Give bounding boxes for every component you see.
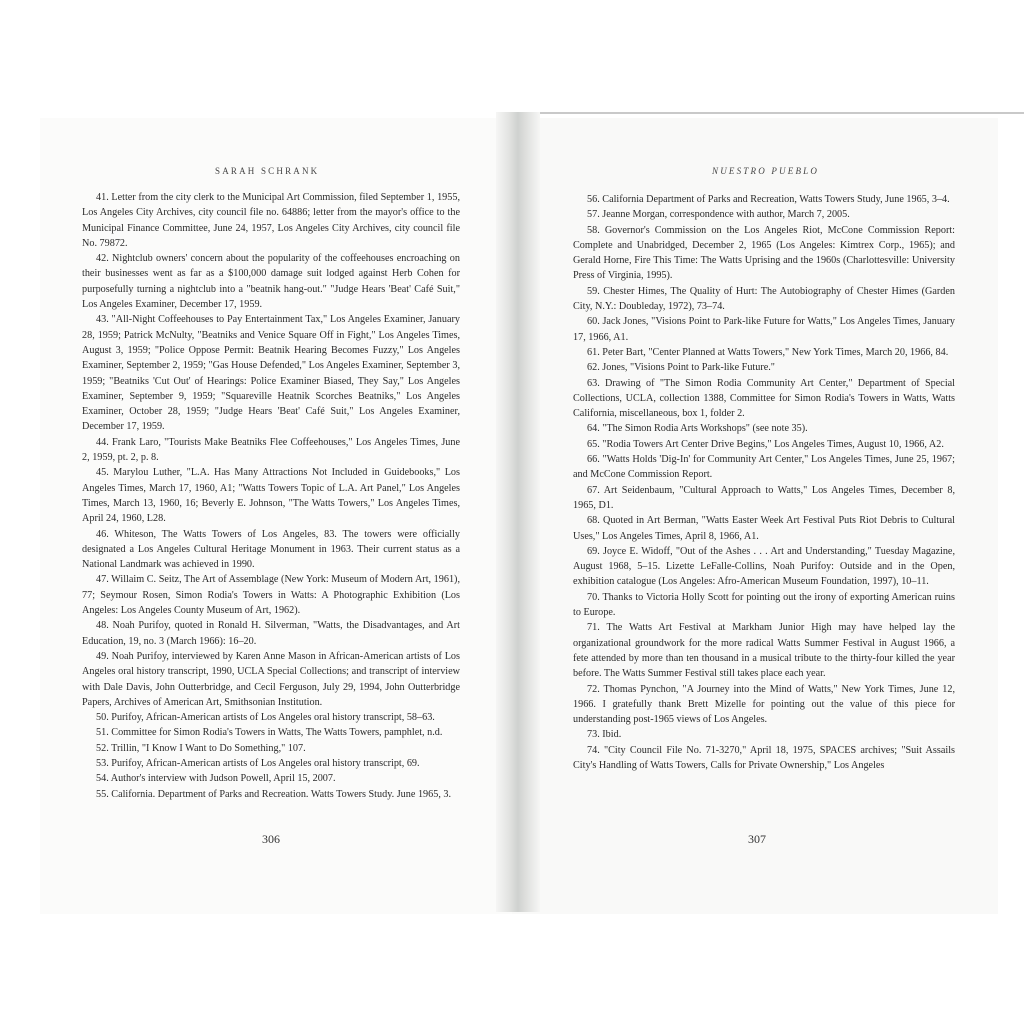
note-70: 70. Thanks to Victoria Holly Scott for pointing out the irony of exporting American ruins to Europe. — [573, 591, 955, 619]
note-73: 73. Ibid. — [587, 729, 622, 741]
note-55: 55. California. Department of Parks and Recreation. Watts Towers Study. June 1965, 3. — [96, 788, 452, 800]
left-running-head: SARAH SCHRANK — [215, 166, 320, 176]
page-edge-line — [540, 112, 1024, 114]
note-69: 69. Joyce E. Widoff, "Out of the Ashes . . . Art and Understanding," Tuesday Magazine, August 1968, 5–15. Lizette LeFalle-Collins, Noah Purifoy: Outside and in the Open, exhibition catalogue (Los Angeles: Afro-American Museum Foundation, 1997), 10–11. — [573, 545, 955, 588]
note-74: 74. "City Council File No. 71-3270," April 18, 1975, SPACES archives; "Suit Assails City's Handling of Watts Towers, Calls for Private Ownership," Los Angeles — [573, 744, 955, 771]
book-gutter — [496, 112, 540, 912]
note-41: 41. Letter from the city clerk to the Municipal Art Commission, filed September 1, 1955, Los Angeles City Archives, city council file no. 64886; letter from the mayor's office to the Municipal Finance Committee, June 24, 1957, Los Angeles City Archives, city council file No. 79872. — [82, 192, 460, 249]
note-58: 58. Governor's Commission on the Los Angeles Riot, McCone Commission Report: Complete and Unabridged, December 2, 1965 (Los Angeles: Kimtrex Corp., 1965); and Gerald Horne, Fire This Time: The Watts Uprising and the 1960s (Charlottesville: University Press of Virginia, 1995). — [573, 224, 955, 282]
note-51: 51. Committee for Simon Rodia's Towers in Watts, The Watts Towers, pamphlet, n.d. — [96, 727, 443, 739]
note-66: 66. "Watts Holds 'Dig-In' for Community Art Center," Los Angeles Times, June 25, 1967; and McCone Commission Report. — [573, 454, 955, 481]
left-notes — [82, 190, 460, 802]
note-56: 56. California Department of Parks and Recreation, Watts Towers Study, June 1965, 3–4. — [587, 194, 950, 205]
note-48: 48. Noah Purifoy, quoted in Ronald H. Silverman, "Watts, the Disadvantages, and Art Education, 19, no. 3 (March 1966): 16–20. — [82, 620, 460, 647]
note-53: 53. Purifoy, African-American artists of Los Angeles oral history transcript, 69. — [96, 757, 420, 769]
note-68: 68. Quoted in Art Berman, "Watts Easter Week Art Festival Puts Riot Debris to Cultural Uses," Los Angeles Times, April 8, 1966, A1. — [573, 515, 955, 542]
note-47: 47. Willaim C. Seitz, The Art of Assemblage (New York: Museum of Modern Art, 1961), 77; Seymour Rosen, Simon Rodia's Towers in Watts: A Photographic Exhibition (Los Angeles: Los Angeles County Museum of Art, 1962). — [82, 574, 460, 617]
note-61: 61. Peter Bart, "Center Planned at Watts Towers," New York Times, March 20, 1966, 84. — [587, 346, 949, 358]
note-54: 54. Author's interview with Judson Powell, April 15, 2007. — [96, 773, 336, 785]
note-43: 43. "All-Night Coffeehouses to Pay Entertainment Tax," Los Angeles Examiner, January 28, 1959; Patrick McNulty, "Beatniks and Venice Square Off in Fight," Los Angeles Times, August 3, 1959; "Police Oppose Permit: Beatnik Hearing Becomes Fuzzy," Los Angeles Examiner, September 2, 1959; "Gas House Defended," Los Angeles Examiner, September 3, 1959; "Beatniks 'Cut Out' of Hearings: Police Examiner Biased, They Say," Los Angeles Examiner, September 9, 1959; "Squareville Heatnik Scorches Beatniks," Los Angeles Examiner, October 28, 1959; "Judge Hears 'Beat' Café Suit," Los Angeles Examiner, December 17, 1959. — [82, 314, 460, 433]
note-67: 67. Art Seidenbaum, "Cultural Approach to Watts," Los Angeles Times, December 8, 1965, D1. — [573, 484, 955, 511]
note-72: 72. Thomas Pynchon, "A Journey into the Mind of Watts," New York Times, June 12, 1966. I gratefully thank Brett Mizelle for pointing out the value of this piece for understanding post-1965 views of Los Angeles. — [573, 683, 955, 726]
note-57: 57. Jeanne Morgan, correspondence with author, March 7, 2005. — [587, 209, 850, 221]
note-45: 45. Marylou Luther, "L.A. Has Many Attractions Not Included in Guidebooks," Los Angeles Times, March 17, 1960, A1; "Watts Towers Topic of L.A. Art Panel," Los Angeles Times, March 13, 1960, 16; Beverly E. Johnson, "The Watts Towers," Los Angeles Times, April 24, 1960, L28. — [82, 467, 460, 525]
right-notes — [573, 192, 955, 773]
note-65: 65. "Rodia Towers Art Center Drive Begins," Los Angeles Times, August 10, 1966, A2. — [587, 438, 944, 450]
note-62: 62. Jones, "Visions Point to Park-like Future." — [587, 362, 775, 374]
note-64: 64. "The Simon Rodia Arts Workshops" (see note 35). — [587, 423, 808, 435]
note-42: 42. Nightclub owners' concern about the popularity of the coffeehouses encroaching on their businesses went as far as a $100,000 damage suit lodged against Herb Cohen for purposefully turning a nightclub into a "beatnik hang-out." "Judge Hears 'Beat' Café Suit," Los Angeles Examiner, December 17, 1959. — [82, 253, 460, 311]
note-60: 60. Jack Jones, "Visions Point to Park-like Future for Watts," Los Angeles Times, January 17, 1966, A1. — [573, 316, 955, 343]
note-46: 46. Whiteson, The Watts Towers of Los Angeles, 83. The towers were officially designated a Los Angeles Cultural Heritage Monument in 1963. Their current status as a National Landmark was achieved in 1990. — [82, 528, 460, 571]
note-71: 71. The Watts Art Festival at Markham Junior High may have helped lay the organizational groundwork for the more radical Watts Summer Festival in August 1966, a fete attended by more than ten thousand in a musical tribute to the thirty-four killed the year before. The Watts Summer Festival still takes place each year. — [573, 622, 955, 680]
note-59: 59. Chester Himes, The Quality of Hurt: The Autobiography of Chester Himes (Garden City, N.Y.: Doubleday, 1972), 73–74. — [573, 285, 955, 313]
note-52: 52. Trillin, "I Know I Want to Do Something," 107. — [96, 742, 306, 754]
right-running-head: NUESTRO PUEBLO — [712, 166, 820, 176]
note-44: 44. Frank Laro, "Tourists Make Beatniks Flee Coffeehouses," Los Angeles Times, June 2, 1959, pt. 2, p. 8. — [82, 436, 460, 464]
left-page-number: 306 — [262, 832, 280, 846]
note-50: 50. Purifoy, African-American artists of Los Angeles oral history transcript, 58–63. — [96, 712, 435, 724]
note-49: 49. Noah Purifoy, interviewed by Karen Anne Mason in African-American artists of Los Angeles oral history transcript, 1990, UCLA Special Collections; and transcript of interview with Dale Davis, John Outterbridge, and Cecil Ferguson, July 29, 1994, John Outterbridge Papers, Archives of American Art, Smithsonian Institution. — [82, 650, 460, 708]
right-page-number: 307 — [748, 832, 766, 846]
note-63: 63. Drawing of "The Simon Rodia Community Art Center," Department of Special Collections, UCLA, collection 1388, Committee for Simon Rodia's Towers in Watts, Watts California, miscellaneous, box 1, folder 2. — [573, 377, 955, 420]
